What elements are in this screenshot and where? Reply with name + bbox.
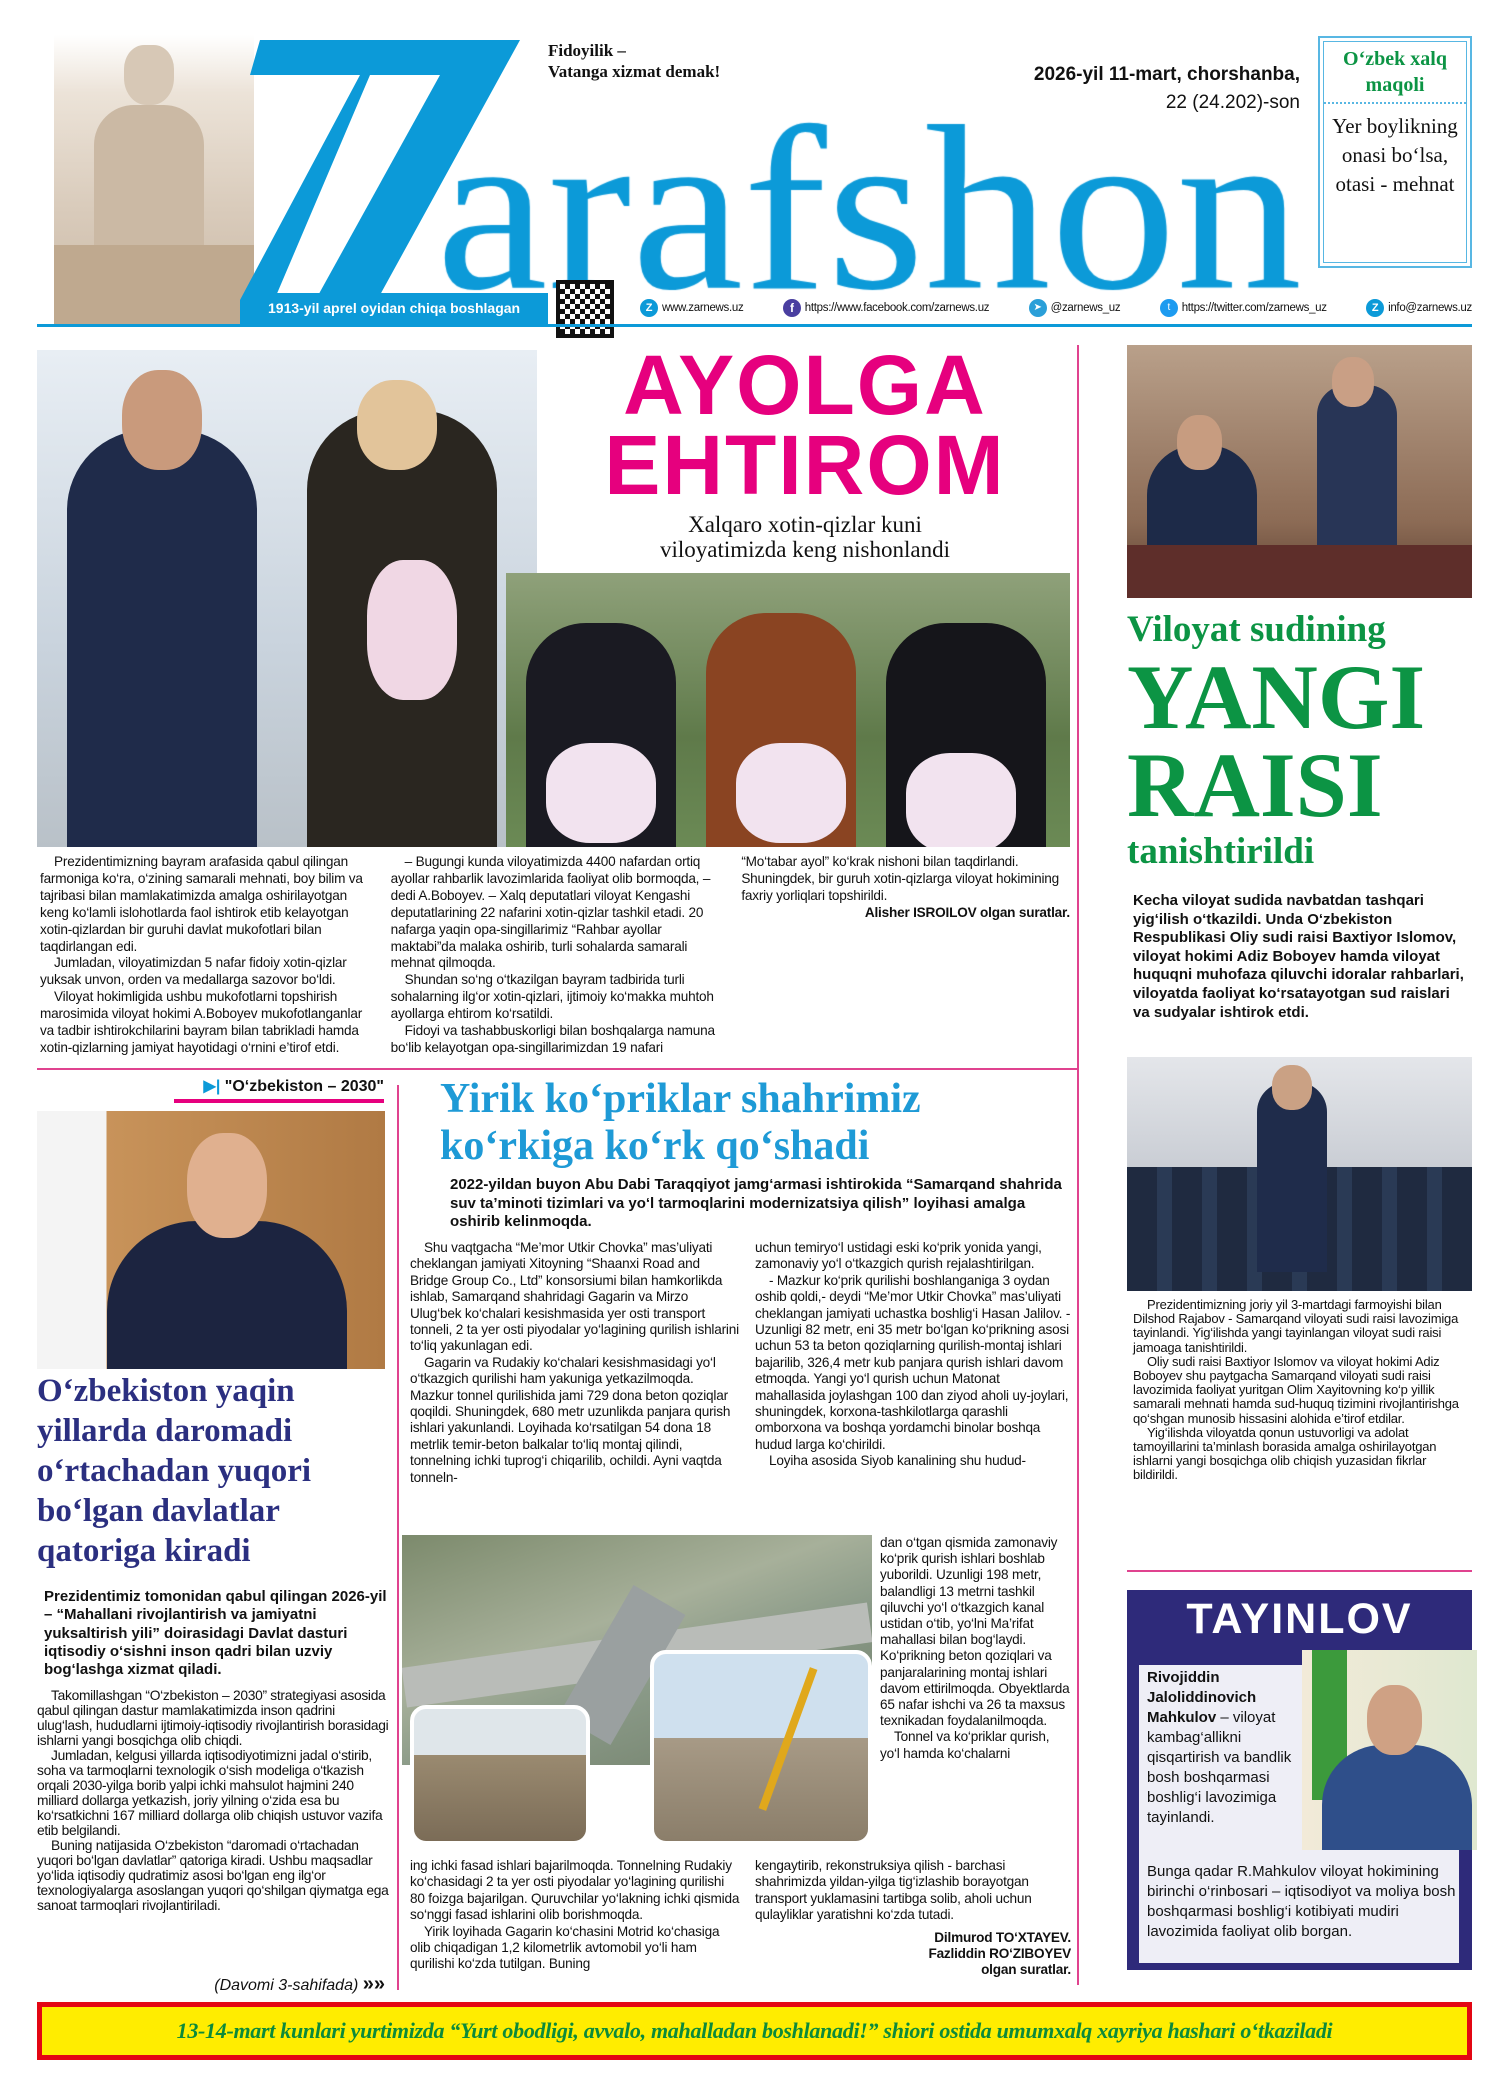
photo-appointee [1302, 1650, 1477, 1850]
paragraph: kengaytirib, rekonstruksiya qilish - barchasi shahrimizda yildan-yilga tig‘izlashib borayotgan transport yuklamasini tartibga solib, aholi uchun qulayliklar yaratishni ko‘zda tutadi. [755, 1858, 1032, 1923]
article4-col-3 [410, 1858, 740, 1973]
article3-lead: Prezidentimiz tomonidan qabul qilingan 2026-yil – “Mahallani rivojlantirish va jamiyatni yuksaltirish yili” doirasidagi Davlat dasturi iqtisodiy o‘sishni inson qadri bilan uzviy bog‘lashga xizmat qiladi. [44, 1588, 387, 1679]
slogan-line-2: Vatanga xizmat demak! [548, 62, 721, 81]
founded-band [248, 293, 548, 324]
paragraph: Yig‘ilishda viloyatda qonun ustuvorligi va adolat tamoyillarini ta’minlash borasida amalga oshirilayotgan ishlarni yangi bosqichga olib chiqish yuzasidan fikrlar bildirildi. [1133, 1424, 1437, 1483]
founded-text: 1913-yil aprel oyidan chiqa boshlagan [268, 300, 521, 316]
link-twitter[interactable]: t https://twitter.com/zarnews_uz [1160, 299, 1327, 317]
paragraph: Yirik loyihada Gagarin ko‘chasini Motrid ko‘chasiga olib chiqadigan 1,2 kilometrlik avtomobil yo‘li ham qurilishi ko‘zda tutilgan. Buning [410, 1923, 720, 1972]
article2-body [1133, 1298, 1471, 1483]
tayinlov-text-2: Bunga qadar R.Mahkulov viloyat hokimining birinchi o‘rinbosari – iqtisodiyot va moliya bosh boshqarmasi boshlig‘i kotibiyati mudiri lavozimida faoliyat olib borgan. [1147, 1863, 1456, 1940]
photo-court-audience [1127, 1057, 1472, 1291]
banner-text: 13-14-mart kunlari yurtimizda “Yurt obodligi, avvalo, mahalladan boshlanadi!” shiori ostida umumxalq xayriya hashari o‘tkaziladi [176, 2018, 1333, 2043]
link-email[interactable]: Z info@zarnews.uz [1366, 299, 1472, 317]
paragraph: Shu vaqtgacha “Me’mor Utkir Chovka” mas’uliyati cheklangan jamiyati Xitoyning “Shaanxi Road and Bridge Group Co., Ltd” konsorsiumi bilan hamkorlikda ishlab, Samarqand shahridagi Gagarin va Mirzo Ulug‘bek ko‘chalari kesishmasida yer osti transport tonneli, 2 ta yer osti piyodalar yo‘lagining qurilish ishlarini to‘liq yakunlagan edi. [410, 1240, 739, 1354]
byline: Dilmurod TO‘XTAYEV. Fazliddin RO‘ZIBOYEV olgan suratlar. [928, 1929, 1071, 1978]
paragraph: Oliy sudi raisi Baxtiyor Islomov va viloyat hokimi Adiz Boboyev shu paytgacha Samarqand viloyati sudi raisi lavozimida faoliyat yuritgan Olim Xayitovning ko‘p yillik samarali mehnati hamda sud-huquq tizimini rivojlantirishga qo‘shgan munosib hissasini alohida e’tirof etdilar. [1133, 1353, 1459, 1426]
paragraph: – Bugungi kunda viloyatimizda 4400 nafardan ortiq ayollar rahbarlik lavozimlarida faoliyat olib bormoqda, – dedi A.Boboyev. – Xalq deputatlari viloyat Kengashi deputatlarining 22 nafarini xotin-qizlar tashkil etadi. 20 nafarga yaqin opa-singillarimiz “Rahbar ayollar maktabi”da malaka oshirib, turli sohalarda samarali mehnat qilmoqda. [390, 854, 711, 971]
column-divider [1077, 345, 1079, 1985]
link-website[interactable]: Z www.zarnews.uz [640, 299, 743, 317]
headline-line-2: EHTIROM [604, 418, 1006, 512]
proverb-text: Yer boylikning onasi bo‘lsa, otasi - mehnat [1332, 114, 1458, 196]
article4-col-1 [410, 1240, 740, 1486]
paragraph: ing ichki fasad ishlari bajarilmoqda. Tonnelning Rudakiy ko‘chasidagi 2 ta yer osti piyodalar yo‘lagining qurilishi 80 foizga bajarilgan. Quruvchilar yo‘lakning ichki qismida so‘nggi fasad ishlarini olib borishmoqda. [410, 1858, 740, 1923]
issue-date: 2026-yil 11-mart, chorshanba, [1033, 64, 1300, 85]
article4-col-narrow [880, 1535, 1072, 1762]
paragraph: - Mazkur ko‘prik qurilishi boshlanganiga 3 oydan oshib qoldi,- deydi “Me’mor Utkir Chovka” mas’uliyati cheklangan jamiyati uchastka boshlig‘i Hasan Jalilov. - Uzunligi 82 metr, eni 35 metr bo‘lgan ko‘prikning asosi uchun 53 ta beton qoziqlarning qurilish-montaj ishlari bajarilib, 326,4 metr kub panjara qurish ishlari davom etmoqda. Yangi yo‘l qurish uchun Matonat mahallasida joylashgan 100 dan ziyod aholi uy-joylari, shuningdek, korxona-tashkilotlarga qarashli omborxona va boshqa yordamchi binolar boshqa hudud larga ko‘chirildi. [755, 1272, 1071, 1452]
paragraph: Jumladan, kelgusi yillarda iqtisodiyotimizni jadal o‘stirib, soha va tarmoqlarni texnologik o‘sish modeliga o‘tkazish orqali 2030-yilga borib yalpi ichki mahsulot hajmini 240 milliard dollarga yetkazish, joriy yilning o‘zida esa bu ko‘rsatkichni 167 milliard dollarga olib chiqish ustuvor vazifa etib belgilandi. [37, 1748, 383, 1838]
photo-construction-site-1 [410, 1705, 590, 1845]
links-row [640, 296, 1472, 320]
photo-official [37, 1111, 385, 1369]
continued-link[interactable]: (Davomi 3-sahifada) »» [214, 1973, 385, 1995]
masthead-rule [37, 324, 1472, 327]
twitter-icon: t [1160, 299, 1178, 317]
article1-headline [560, 338, 1050, 512]
paragraph: uchun temiryo‘l ustidagi eski ko‘prik yonida yangi, zamonaviy yo‘l o‘tkazgich qurish rejalashtirilgan. [755, 1240, 1042, 1272]
byline: Alisher ISROILOV olgan suratlar. [864, 904, 1070, 920]
z-logo-icon: Z [640, 299, 658, 317]
photo-construction-site-2 [650, 1650, 872, 1845]
tayinlov-box [1127, 1590, 1472, 1970]
slogan [548, 40, 720, 82]
issue-number: 22 (24.202)-son [1165, 92, 1300, 113]
article3-body [37, 1688, 392, 1913]
article4-headline: Yirik ko‘priklar shahrimiz ko‘rkiga ko‘rk qo‘shadi [440, 1076, 921, 1169]
tayinlov-text-1: Rivojiddin Jaloliddinovich Mahkulov – viloyat kambag‘allikni qisqartirish va bandlik bosh boshqarmasi boshlig‘i lavozimiga tayinlandi. [1147, 1669, 1292, 1826]
bottom-banner [37, 2002, 1472, 2060]
paragraph: Fidoyi va tashabbuskorligi bilan boshqalarga namuna bo‘lib kelayotgan opa-singillarimizdan 19 nafari “Mo‘tabar ayol” ko‘krak nishoni bilan taqdirlandi. Shuningdek, bir guruh xotin-qizlarga viloyat hokimining faxriy yorliqlari topshirildi. [390, 854, 1060, 1055]
slogan-line-1: Fidoyilik – [548, 41, 626, 60]
telegram-icon: ➤ [1029, 299, 1047, 317]
article2-lead: Kecha viloyat sudida navbatdan tashqari yig‘ilish o‘tkazildi. Unda O‘zbekiston Respublikasi Oliy sudi raisi Baxtiyor Islomov, viloyat hokimi Adiz Boboyev hamda viloyat huquqni muhofaza qiluvchi idoralar rahbarlari, viloyatda faoliyat ko‘rsatayotgan sud raislari va sudyalar ishtirok etdi. [1133, 892, 1464, 1021]
headline-line-1: YANGI [1127, 646, 1426, 748]
headline-line-1: AYOLGA [623, 338, 987, 432]
right-divider [1127, 1570, 1472, 1572]
double-chevron-icon: »» [362, 1973, 385, 1995]
facebook-icon: f [783, 299, 801, 317]
photo-three-women [506, 573, 1070, 847]
article4-col-4 [755, 1858, 1071, 1979]
headline-line-3: tanishtirildi [1127, 831, 1315, 872]
section-divider [37, 1068, 1077, 1070]
paragraph: Loyiha asosida Siyob kanalining shu hudud- [769, 1453, 1026, 1469]
paragraph: Takomillashgan “O‘zbekiston – 2030” strategiyasi asosida qabul qilingan dastur mamlakatimizda inson qadrini ulug‘lash, hududlarni ijtimoiy-iqtisodiy rivojlantirish borasidagi ishlarni yangi bosqichga olib chiqdi. [37, 1688, 389, 1748]
article1-body [40, 854, 1070, 1062]
column-divider [397, 1085, 399, 1990]
paragraph: Buning natijasida O‘zbekiston “daromadi o‘rtachadan yuqori bo‘lgan davlatlar” qatoriga kiradi. Ushbu maqsadlar yo‘lida iqtisodiy qudratimiz asosi bo‘lgan eng ilg‘or texnologiyalarga asoslangan yuqori qo‘shilgan qiymatga ega sanoat tarmoqlari rivojlantiriladi. [37, 1838, 389, 1913]
paragraph: dan o‘tgan qismida zamonaviy ko‘prik qurish ishlari boshlab yuborildi. Uzunligi 198 metr, balandligi 13 metrni tashkil qiluvchi yo‘l o‘tkazgich kanal ustidan o‘tib, yo‘lni Ma’rifat mahallasi bilan bog‘laydi. Ko‘prikning beton qoziqlari va panjaralarining montaj ishlari davom ettirilmoqda. Obyektlarda 65 nafar ishchi va 26 ta maxsus texnikadan foydalanilmoqda. [880, 1535, 1070, 1729]
article3-headline: O‘zbekiston yaqin yillarda daromadi o‘rtachadan yuqori bo‘lgan davlatlar qatoriga kiradi [37, 1373, 312, 1569]
photo-award-couple [37, 350, 537, 847]
proverb-box [1318, 36, 1472, 268]
proverb-title: O‘zbek xalq maqoli [1324, 42, 1466, 104]
link-facebook[interactable]: f https://www.facebook.com/zarnews.uz [783, 299, 989, 317]
paragraph: Prezidentimizning bayram arafasida qabul qilingan farmoniga ko‘ra, o‘zining samarali mehnati, boy bilim va tajribasi bilan mamlakatimizda amalga oshirilayotgan keng ko‘lamli islohotlarda faol ishtirok etib kelayotgan xotin-qizlardan bir guruhi davlat mukofotlari bilan taqdirlangan edi. [40, 854, 363, 954]
link-telegram[interactable]: ➤ @zarnews_uz [1029, 299, 1121, 317]
article2-headline [1127, 607, 1472, 875]
tayinlov-title: TAYINLOV [1186, 1595, 1413, 1643]
paragraph: Viloyat hokimligida ushbu mukofotlarni topshirish marosimida viloyat hokimi A.Boboyev mukofotlanganlar va tadbir ishtirokchilarini bayram bilan tabrikladi hamda xotin-qizlarning jamiyat hayotidagi o‘rnini e’tirof etdi. [40, 989, 363, 1055]
paragraph: Prezidentimizning joriy yil 3-martdagi farmoyishi bilan Dilshod Rajabov - Samarqand viloyati sudi raisi lavozimiga tayinlandi. Yig‘ilishda yangi tayinlangan viloyat sudi raisi jamoaga tanishtirildi. [1133, 1297, 1459, 1355]
qr-code[interactable] [556, 280, 614, 338]
rubric-tag: ▶| "O‘zbekiston – 2030" [174, 1076, 384, 1103]
appointee-name: Rivojiddin Jaloliddinovich Mahkulov [1147, 1669, 1257, 1726]
article1-subtitle: Xalqaro xotin-qizlar kuni viloyatimizda keng nishonlandi [659, 512, 950, 562]
paragraph: Gagarin va Rudakiy ko‘chalari kesishmasidagi yo‘l o‘tkazgich qurilishi ham yakuniga yetkazilmoqda. Mazkur tonnel qurilishida jami 729 dona beton qoziqlar qoqildi. Shuningdek, 680 metr uzunlikda panjara qurish ishlari yakunlandi. Loyihada ko‘rsatilgan 54 dona 18 metrlik temir-beton balkalar to‘liq montaj qilindi, tonnelning ichki tuprog‘i chiqarilib, ochildi. Ayni vaqtda tonneln- [410, 1354, 731, 1485]
statue-photo [54, 35, 254, 325]
rubric-marker-icon: ▶| [203, 1078, 221, 1095]
photo-court-meeting [1127, 345, 1472, 598]
z-logo-icon: Z [1366, 299, 1384, 317]
article4-lead: 2022-yildan buyon Abu Dabi Taraqqiyot jamg‘armasi ishtirokida “Samarqand shahrida suv ta’minoti tizimlari va yo‘l tarmoqlarini modernizatsiya qilish” loyihasi amalga oshirib kelinmoqda. [450, 1176, 1062, 1230]
kicker: Viloyat sudining [1127, 609, 1386, 650]
headline-line-2: RAISI [1127, 734, 1383, 836]
article4-col-2 [755, 1240, 1071, 1470]
paragraph: Shundan so‘ng o‘tkazilgan bayram tadbirida turli sohalarning ilg‘or xotin-qizlari, ijtimoiy ko‘makka muhtoh ayollarga ehtirom ko‘rsatildi. [390, 972, 714, 1022]
paragraph: Jumladan, viloyatimizdan 5 nafar fidoiy xotin-qizlar yuksak unvon, orden va medallarga sazovor bo‘ldi. [40, 955, 347, 988]
paragraph: Tonnel va ko‘priklar qurish, yo‘l hamda ko‘chalarni [880, 1729, 1050, 1761]
